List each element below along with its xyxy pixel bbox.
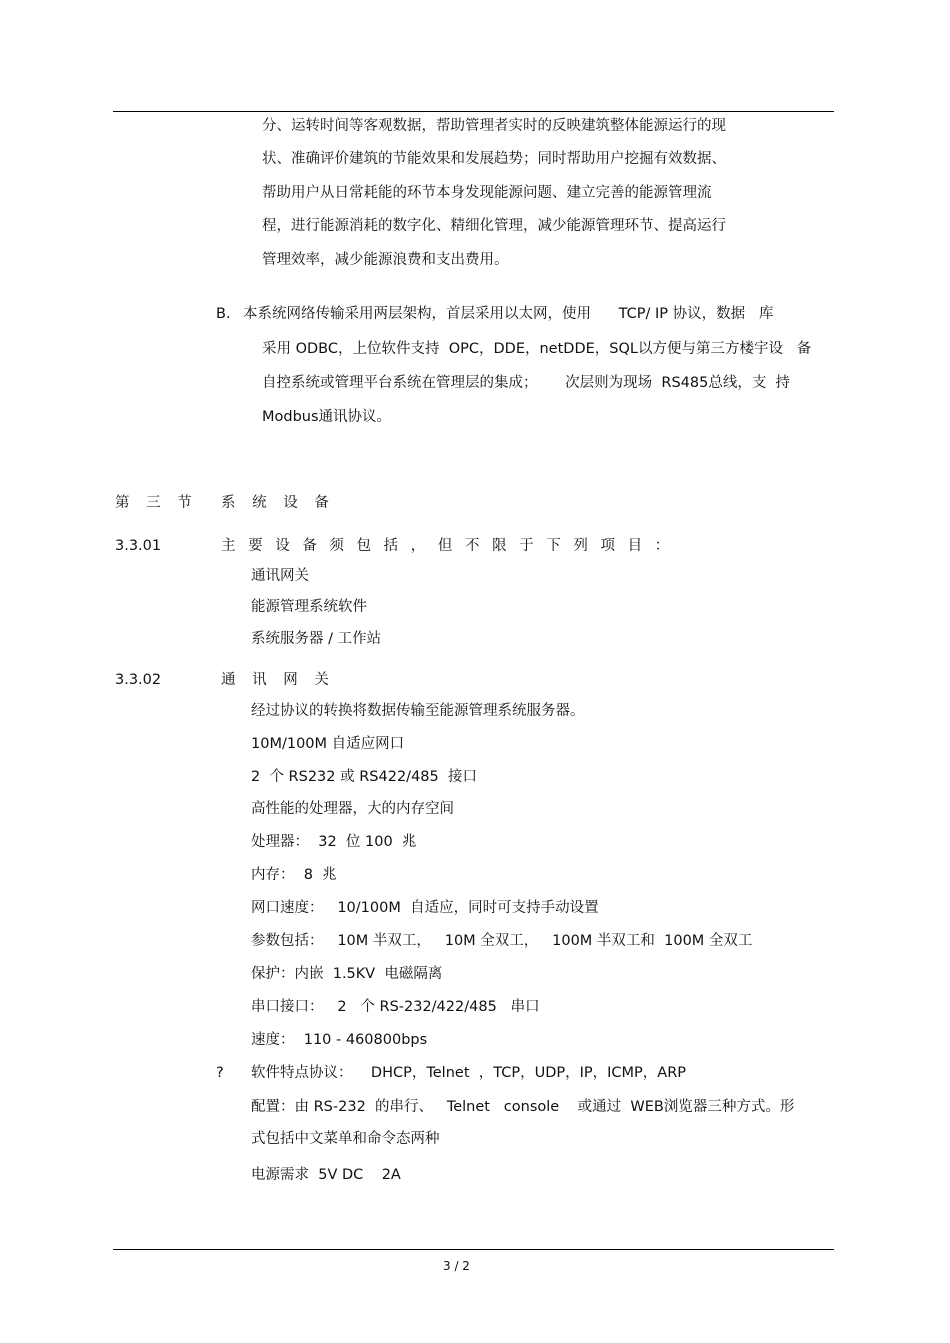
clause-302-item-11: 速度： 110 - 460800bps (251, 1032, 428, 1048)
clause-302-item-4: 高性能的处理器，大的内存空间 (251, 801, 454, 817)
clause-302-heading: 通 讯 网 关 (221, 672, 335, 688)
power-requirement: 电源需求 5V DC 2A (251, 1167, 401, 1183)
item-b-line-1: 本系统网络传输采用两层架构，首层采用以太网，使用 TCP/ IP 协议，数据 库 (243, 306, 774, 322)
item-b-marker: B. (216, 306, 231, 322)
bullet-marker: ? (216, 1065, 224, 1081)
software-protocols: 软件特点协议： DHCP，Telnet ，TCP，UDP，IP，ICMP，ARP (251, 1065, 687, 1081)
section-label: 第 三 节 (115, 495, 198, 511)
clause-302-item-2: 10M/100M 自适应网口 (251, 736, 405, 752)
clause-301-number: 3.3.01 (115, 538, 162, 554)
item-b-line-2: 采用 ODBC，上位软件支持 OPC，DDE，netDDE，SQL以方便与第三方楼宇设 备 (262, 341, 812, 357)
clause-302-item-10: 串口接口： 2 个 RS-232/422/485 串口 (251, 999, 540, 1015)
footer-rule (113, 1249, 834, 1250)
item-b-line-3: 自控系统或管理平台系统在管理层的集成； 次层则为现场 RS485总线，支 持 (262, 375, 791, 391)
clause-302-item-9: 保护：内嵌 1.5KV 电磁隔离 (251, 966, 443, 982)
item-b-line-4: Modbus通讯协议。 (262, 409, 392, 425)
clause-301-item-1: 通讯网关 (251, 568, 309, 584)
config-line-1: 配置：由 RS-232 的串行、 Telnet console 或通过 WEB浏览器三种方式。形 (251, 1099, 795, 1115)
section-title: 系 统 设 备 (221, 495, 335, 511)
intro-line-5: 管理效率，减少能源浪费和支出费用。 (262, 252, 509, 268)
intro-line-3: 帮助用户从日常耗能的环节本身发现能源问题、建立完善的能源管理流 (262, 185, 712, 201)
clause-302-item-7: 网口速度： 10/100M 自适应，同时可支持手动设置 (251, 900, 599, 916)
clause-302-item-8: 参数包括： 10M 半双工， 10M 全双工， 100M 半双工和 100M 全双工 (251, 933, 753, 949)
page-number: 3 / 2 (443, 1259, 470, 1273)
clause-301-item-3: 系统服务器 / 工作站 (251, 631, 382, 647)
intro-line-2: 状、准确评价建筑的节能效果和发展趋势；同时帮助用户挖掘有效数据、 (262, 151, 726, 167)
clause-302-item-1: 经过协议的转换将数据传输至能源管理系统服务器。 (251, 703, 585, 719)
clause-302-item-5: 处理器： 32 位 100 兆 (251, 834, 417, 850)
clause-302-item-6: 内存： 8 兆 (251, 867, 337, 883)
header-rule (113, 111, 834, 112)
clause-302-number: 3.3.02 (115, 672, 162, 688)
clause-301-heading: 主 要 设 备 须 包 括 ， 但 不 限 于 下 列 项 目 ： (221, 538, 674, 554)
intro-line-1: 分、运转时间等客观数据，帮助管理者实时的反映建筑整体能源运行的现 (262, 118, 726, 134)
config-line-2: 式包括中文菜单和命令态两种 (251, 1131, 440, 1147)
clause-301-item-2: 能源管理系统软件 (251, 599, 367, 615)
clause-302-item-3: 2 个 RS232 或 RS422/485 接口 (251, 769, 477, 785)
intro-line-4: 程，进行能源消耗的数字化、精细化管理，减少能源管理环节、提高运行 (262, 218, 726, 234)
